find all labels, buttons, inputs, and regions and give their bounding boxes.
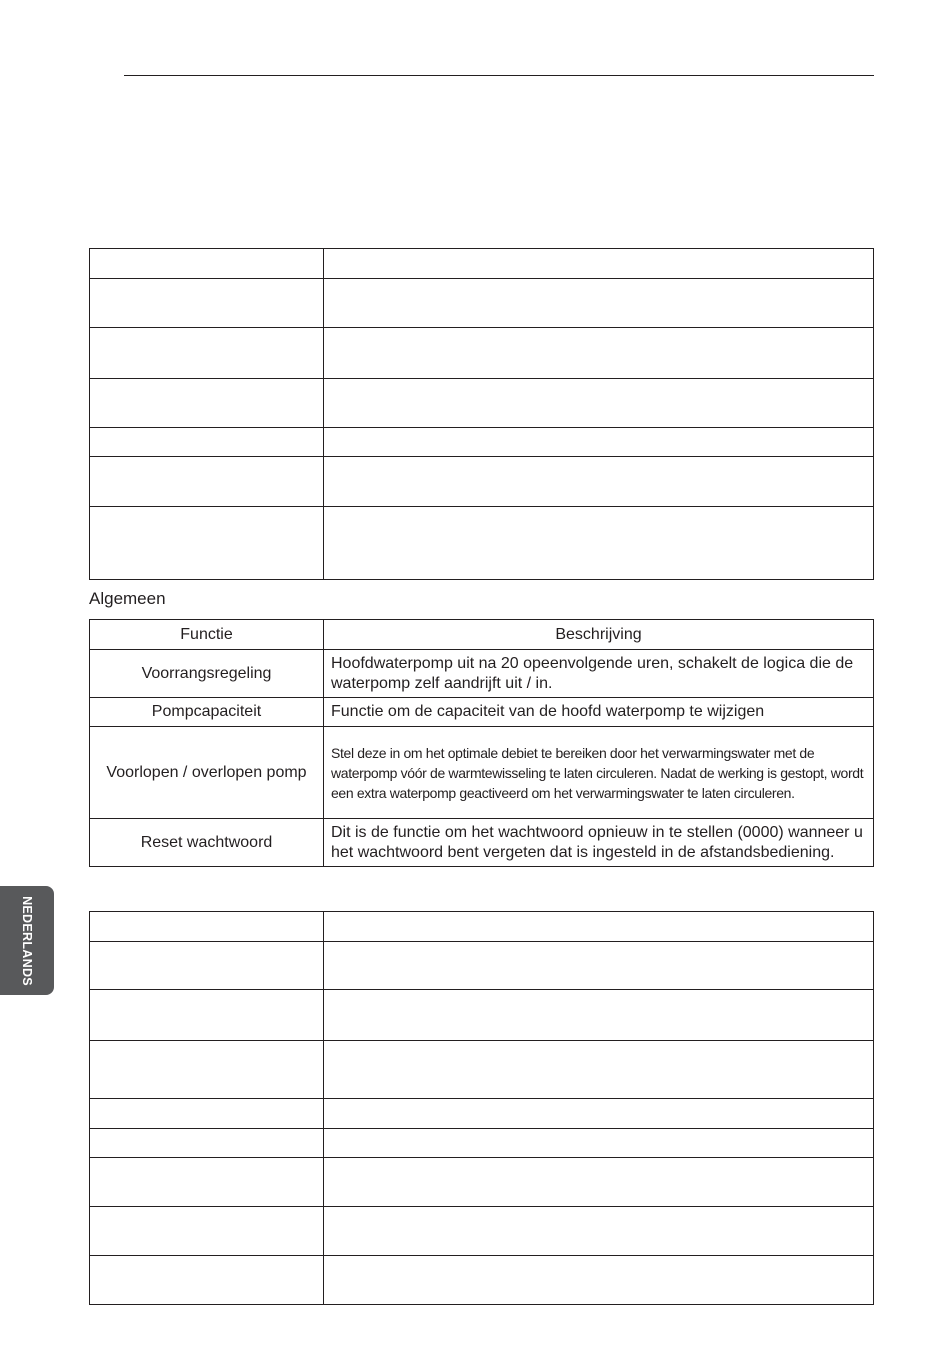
table-row: [90, 507, 874, 580]
table-cell: [324, 1158, 874, 1207]
table-row: [90, 942, 874, 990]
table-cell: [90, 428, 324, 457]
table-row: [90, 1041, 874, 1099]
functions-table: [89, 619, 874, 867]
function-name: Voorlopen / overlopen pomp: [90, 727, 324, 819]
table-row: [90, 249, 874, 279]
table-row: [90, 819, 874, 867]
table-row: [90, 990, 874, 1041]
section-title: Algemeen: [89, 589, 166, 608]
table-cell: [90, 249, 324, 279]
table-row: [90, 457, 874, 507]
table-cell: [90, 1099, 324, 1129]
column-header-functie: Functie: [90, 620, 324, 650]
table-cell: [90, 507, 324, 580]
table-cell: [324, 1256, 874, 1305]
table-row: [90, 698, 874, 727]
table-row: [90, 1256, 874, 1305]
function-name: Reset wachtwoord: [90, 819, 324, 867]
column-header-beschrijving: Beschrijving: [324, 620, 874, 650]
table-row: [90, 428, 874, 457]
table-cell: [324, 457, 874, 507]
table-row: [90, 1158, 874, 1207]
function-description: Functie om de capaciteit van de hoofd waterpomp te wijzigen: [324, 698, 874, 727]
table-cell: [90, 279, 324, 328]
function-name: Voorrangsregeling: [90, 650, 324, 698]
table-cell: [324, 379, 874, 428]
table-cell: [90, 990, 324, 1041]
table-cell: [324, 990, 874, 1041]
table-row: [90, 279, 874, 328]
function-name: Pompcapaciteit: [90, 698, 324, 727]
table-cell: [324, 1099, 874, 1129]
table-cell: [90, 1207, 324, 1256]
table-cell: [324, 942, 874, 990]
table-cell: [324, 428, 874, 457]
table-row: [90, 379, 874, 428]
table-cell: [324, 1207, 874, 1256]
table-cell: [90, 328, 324, 379]
empty-table-top: [89, 248, 874, 580]
table-cell: [90, 379, 324, 428]
table-cell: [324, 1041, 874, 1099]
language-side-tab: [0, 886, 54, 995]
table-cell: [324, 328, 874, 379]
header-rule: [124, 75, 874, 76]
empty-table-bottom: [89, 911, 874, 1305]
table-cell: [90, 912, 324, 942]
table-cell: [324, 912, 874, 942]
table-cell: [324, 507, 874, 580]
table-cell: [90, 942, 324, 990]
table-row: [90, 1099, 874, 1129]
table-cell: [90, 1256, 324, 1305]
language-label: NEDERLANDS: [20, 895, 34, 986]
function-description: Stel deze in om het optimale debiet te bereiken door het verwarmingswater met de waterpomp vóór de warmtewisseling te laten circuleren. Nadat de werking is gestopt, wordt een extra waterpomp geactiveerd om het verwarmingswater te laten circuleren.: [324, 727, 874, 819]
table-cell: [90, 1129, 324, 1158]
table-row: [90, 328, 874, 379]
function-description: Dit is de functie om het wachtwoord opnieuw in te stellen (0000) wanneer u het wachtwoord bent vergeten dat is ingesteld in de afstandsbediening.: [324, 819, 874, 867]
table-row: [90, 650, 874, 698]
table-row: [90, 912, 874, 942]
table-cell: [90, 457, 324, 507]
table-cell: [90, 1041, 324, 1099]
table-cell: [324, 279, 874, 328]
table-cell: [324, 249, 874, 279]
function-description: Hoofdwaterpomp uit na 20 opeenvolgende uren, schakelt de logica die de waterpomp zelf aandrijft uit / in.: [324, 650, 874, 698]
table-cell: [324, 1129, 874, 1158]
table-header-row: [90, 620, 874, 650]
table-row: [90, 727, 874, 819]
table-cell: [90, 1158, 324, 1207]
table-row: [90, 1129, 874, 1158]
table-row: [90, 1207, 874, 1256]
